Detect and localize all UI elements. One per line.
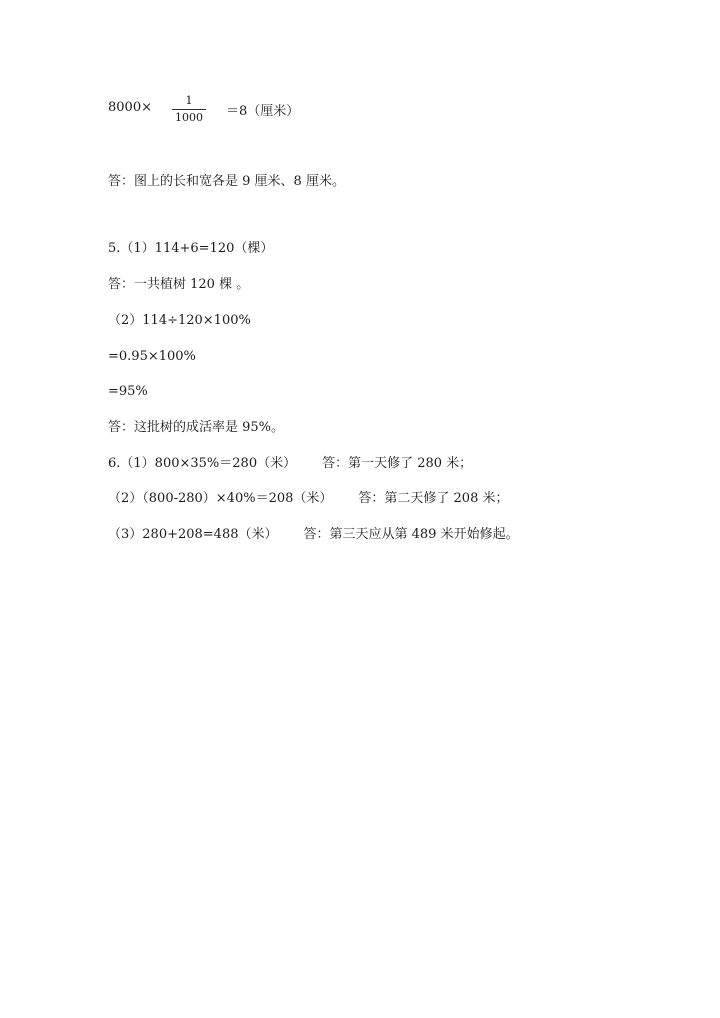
fraction-bar (172, 109, 206, 110)
q6-part1-answer: 答：第一天修了 280 米； (322, 456, 473, 471)
answer-map-size: 答：图上的长和宽各是 9 厘米、8 厘米。 (108, 174, 345, 189)
q5-part2-step1: =0.95×100% (108, 349, 196, 364)
calc-rhs: ＝8（厘米） (226, 104, 300, 119)
q6-part1-calc: 6.（1）800×35%＝280（米） (108, 456, 297, 471)
q6-part2 (108, 490, 508, 508)
q6-part2-answer: 答：第二天修了 208 米； (358, 491, 509, 506)
fraction (172, 94, 206, 125)
q6-part3 (108, 526, 519, 544)
fraction-denominator: 1000 (175, 111, 203, 124)
q6-part3-calc: （3）280+208=488（米） (108, 527, 278, 542)
q5-part1-answer: 答：一共植树 120 棵 。 (108, 277, 250, 292)
q6-part1 (108, 455, 472, 473)
q5-part2: （2）114÷120×100% (108, 313, 251, 328)
q5-part1: 5.（1）114+6=120（棵） (108, 241, 274, 256)
calc-lhs: 8000× (108, 100, 152, 115)
q6-part3-answer: 答：第三天应从第 489 米开始修起。 (303, 527, 519, 542)
fraction-numerator: 1 (185, 94, 193, 107)
q5-part2-answer: 答：这批树的成活率是 95%。 (108, 420, 285, 435)
fraction-calculation (108, 96, 408, 128)
q6-part2-calc: （2）（800-280）×40%＝208（米） (108, 491, 333, 506)
q5-part2-step2: =95% (108, 384, 148, 399)
